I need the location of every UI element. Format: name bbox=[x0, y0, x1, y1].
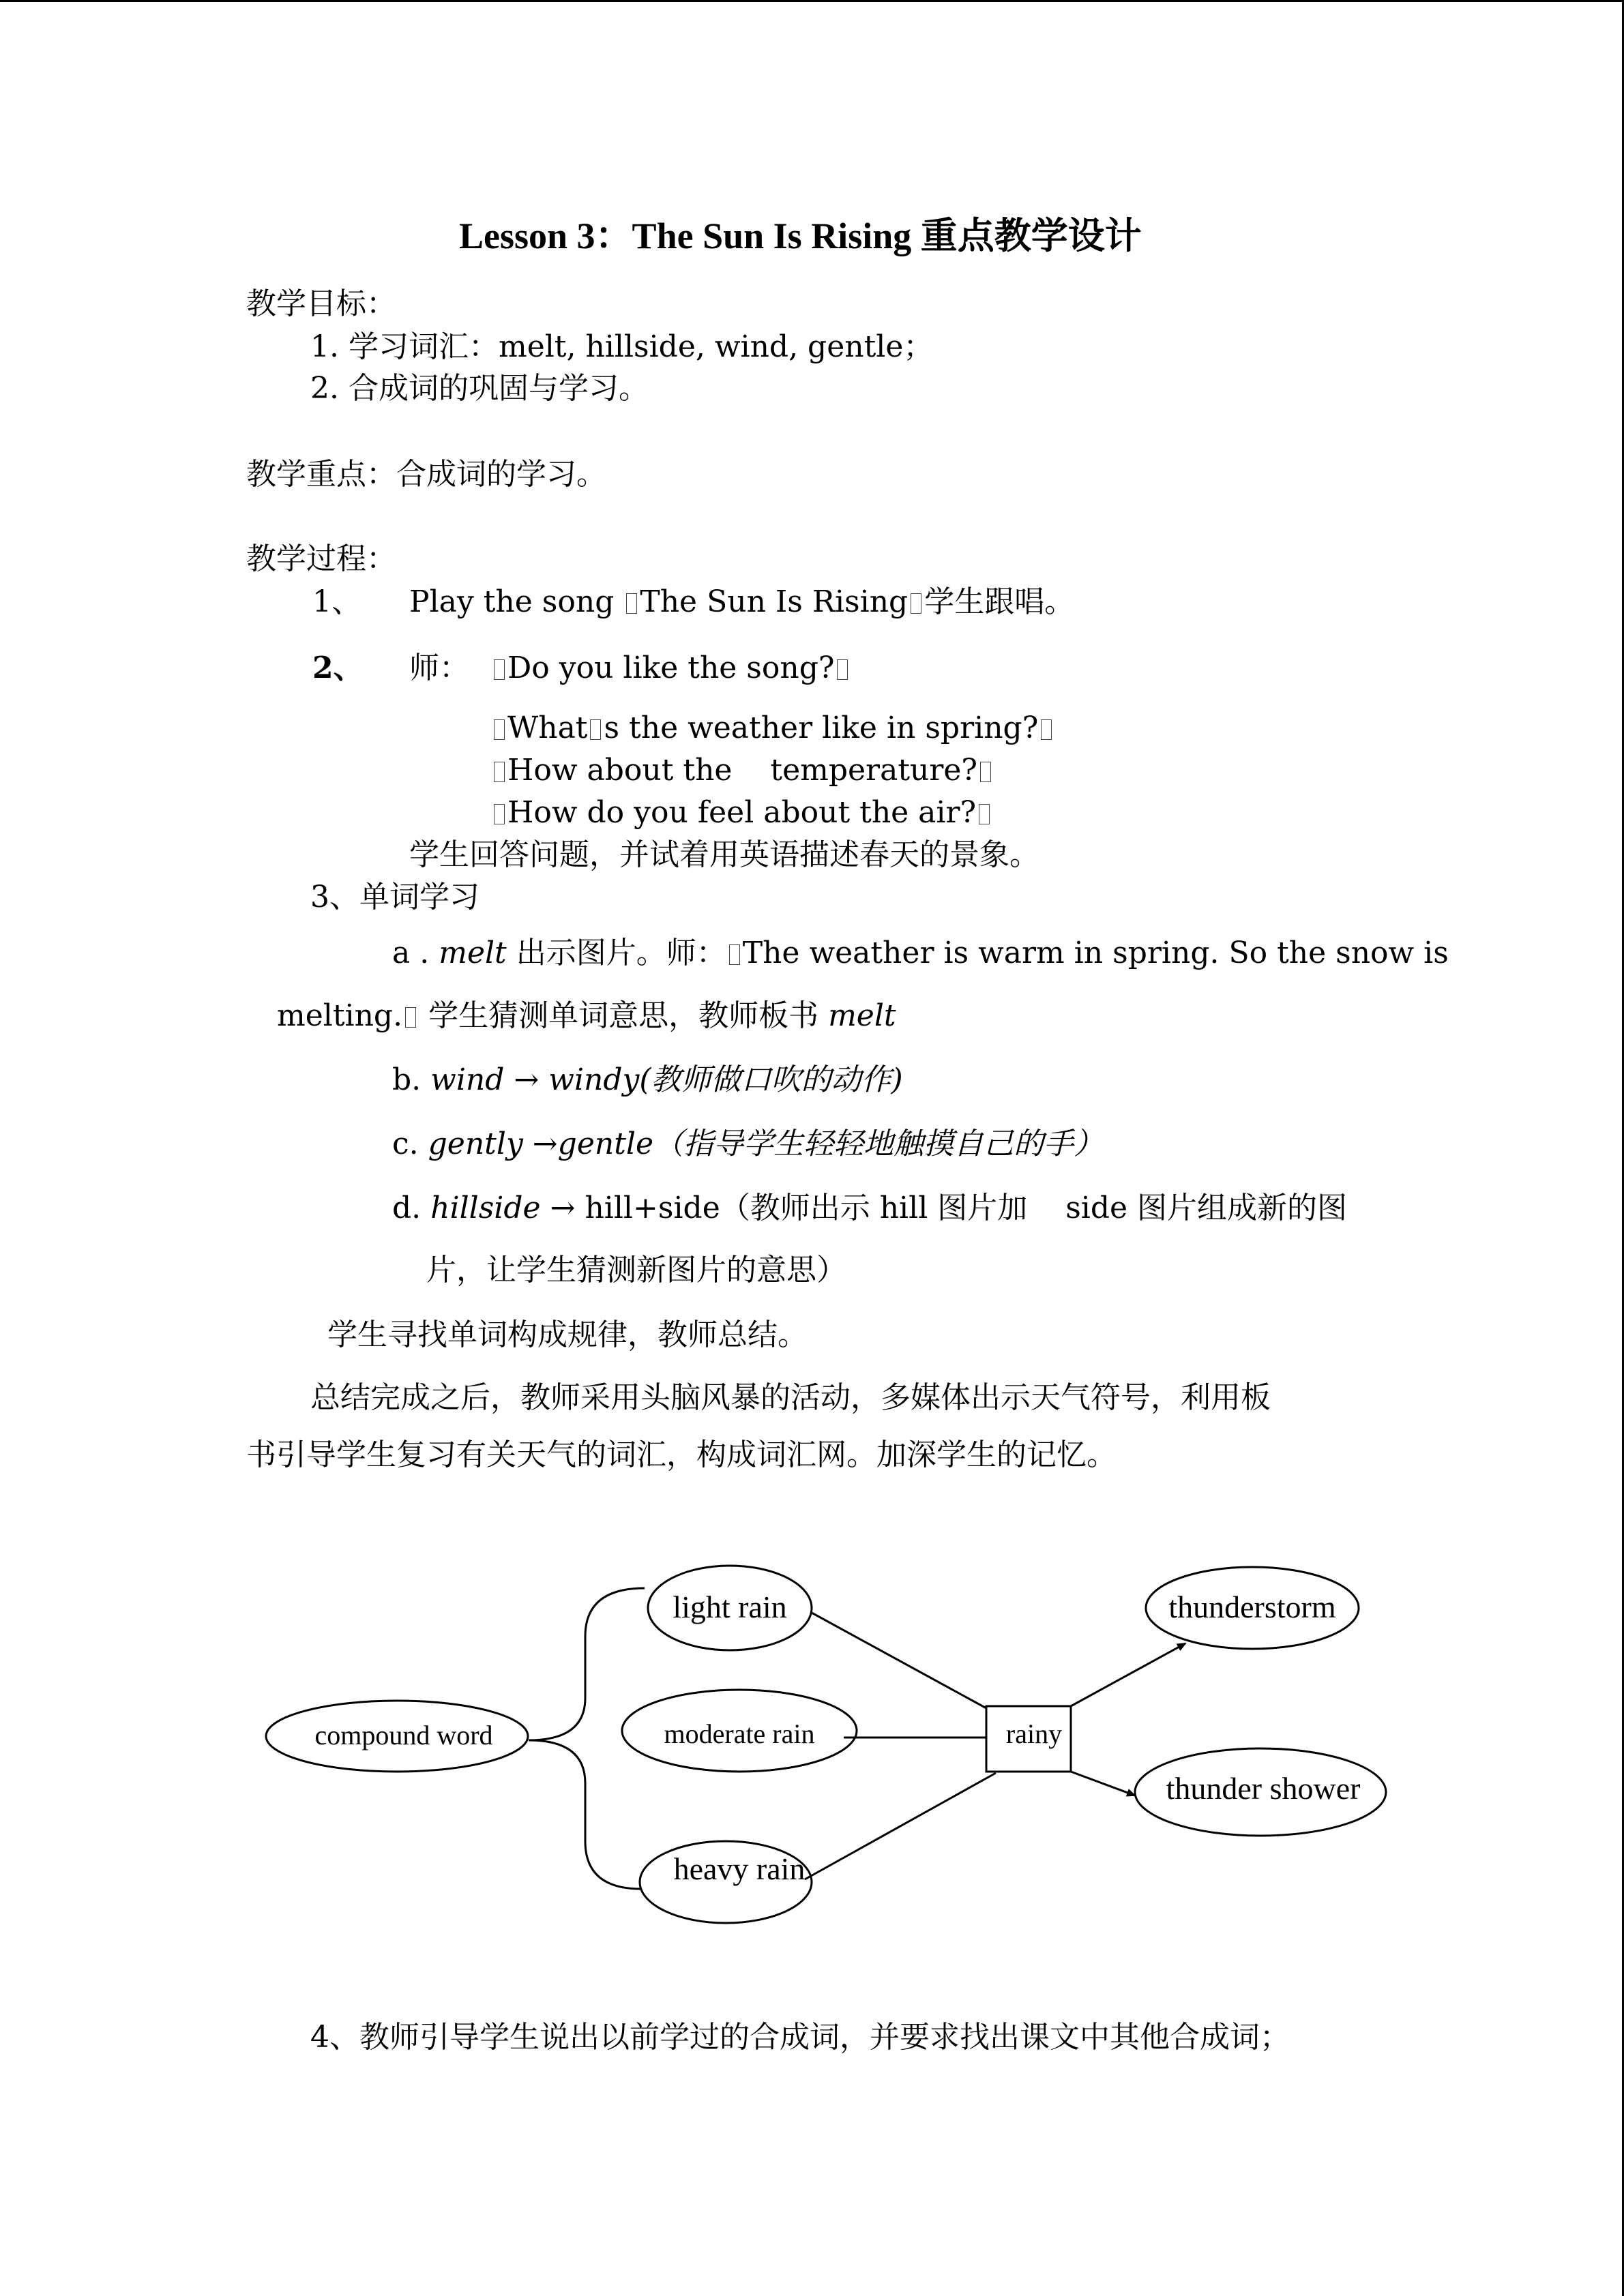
process-heading: 教学过程： bbox=[246, 541, 396, 576]
summary-2-line-1: 总结完成之后，教师采用头脑风暴的活动，多媒体出示天气符号，利用板 bbox=[310, 1380, 1271, 1415]
label-compound-word: compound word bbox=[314, 1720, 493, 1750]
item-a-line-1: a . melt 出示图片。师： The weather is warm in spring. So the snow is bbox=[392, 936, 1449, 970]
question-2: What s the weather like in spring? bbox=[491, 709, 1054, 747]
edge-light-rain bbox=[812, 1613, 986, 1708]
question-3: How about the temperature? bbox=[491, 751, 994, 790]
question-1: Do you like the song? bbox=[491, 649, 851, 687]
label-moderate-rain: moderate rain bbox=[664, 1718, 815, 1749]
teaching-focus: 教学重点：合成词的学习。 bbox=[246, 457, 606, 492]
objective-item-2: 2. 合成词的巩固与学习。 bbox=[310, 371, 649, 406]
document-title: Lesson 3：The Sun Is Rising 重点教学设计 bbox=[459, 215, 1142, 256]
label-heavy-rain: heavy rain bbox=[673, 1851, 806, 1886]
step-4: 4、教师引导学生说出以前学过的合成词，并要求找出课文中其他合成词； bbox=[310, 2020, 1290, 2055]
objective-item-1: 1. 学习词汇：melt, hillside, wind, gentle； bbox=[310, 329, 934, 364]
objectives-heading: 教学目标： bbox=[246, 286, 396, 321]
step-3-heading: 3、单词学习 bbox=[310, 880, 479, 914]
arrow-thunderstorm bbox=[1071, 1643, 1185, 1706]
item-d-line-1: d. hillside → hill+side（教师出示 hill 图片加 side 图片组成新的图 bbox=[392, 1191, 1348, 1225]
brace-lower bbox=[529, 1740, 641, 1889]
label-rainy: rainy bbox=[1005, 1718, 1063, 1749]
arrow-thunder-shower bbox=[1071, 1772, 1135, 1795]
label-thunder-shower: thunder shower bbox=[1166, 1771, 1361, 1806]
step-1-number: 1、 bbox=[312, 584, 361, 619]
item-b: b. wind → windy(教师做口吹的动作) bbox=[392, 1062, 903, 1097]
question-4: How do you feel about the air? bbox=[491, 794, 992, 832]
label-light-rain: light rain bbox=[673, 1590, 787, 1624]
item-d-line-2: 片，让学生猜测新图片的意思） bbox=[426, 1253, 846, 1287]
step-2-number: 2、 bbox=[312, 651, 364, 685]
summary-2-line-2: 书引导学生复习有关天气的词汇，构成词汇网。加深学生的记忆。 bbox=[246, 1437, 1117, 1472]
edge-heavy-rain bbox=[805, 1773, 996, 1879]
summary-1: 学生寻找单词构成规律，教师总结。 bbox=[327, 1317, 808, 1352]
item-c: c. gently →gentle（指导学生轻轻地触摸自己的手） bbox=[392, 1127, 1104, 1161]
step-2-students: 学生回答问题，并试着用英语描述春天的景象。 bbox=[409, 837, 1039, 872]
label-thunderstorm: thunderstorm bbox=[1168, 1590, 1336, 1624]
step-2-teacher-label: 师： bbox=[409, 651, 469, 685]
item-a-line-2: melting. 学生猜测单词意思，教师板书 melt bbox=[277, 998, 896, 1033]
step-1-text: Play the song The Sun Is Rising 学生跟唱。 bbox=[409, 584, 1075, 619]
